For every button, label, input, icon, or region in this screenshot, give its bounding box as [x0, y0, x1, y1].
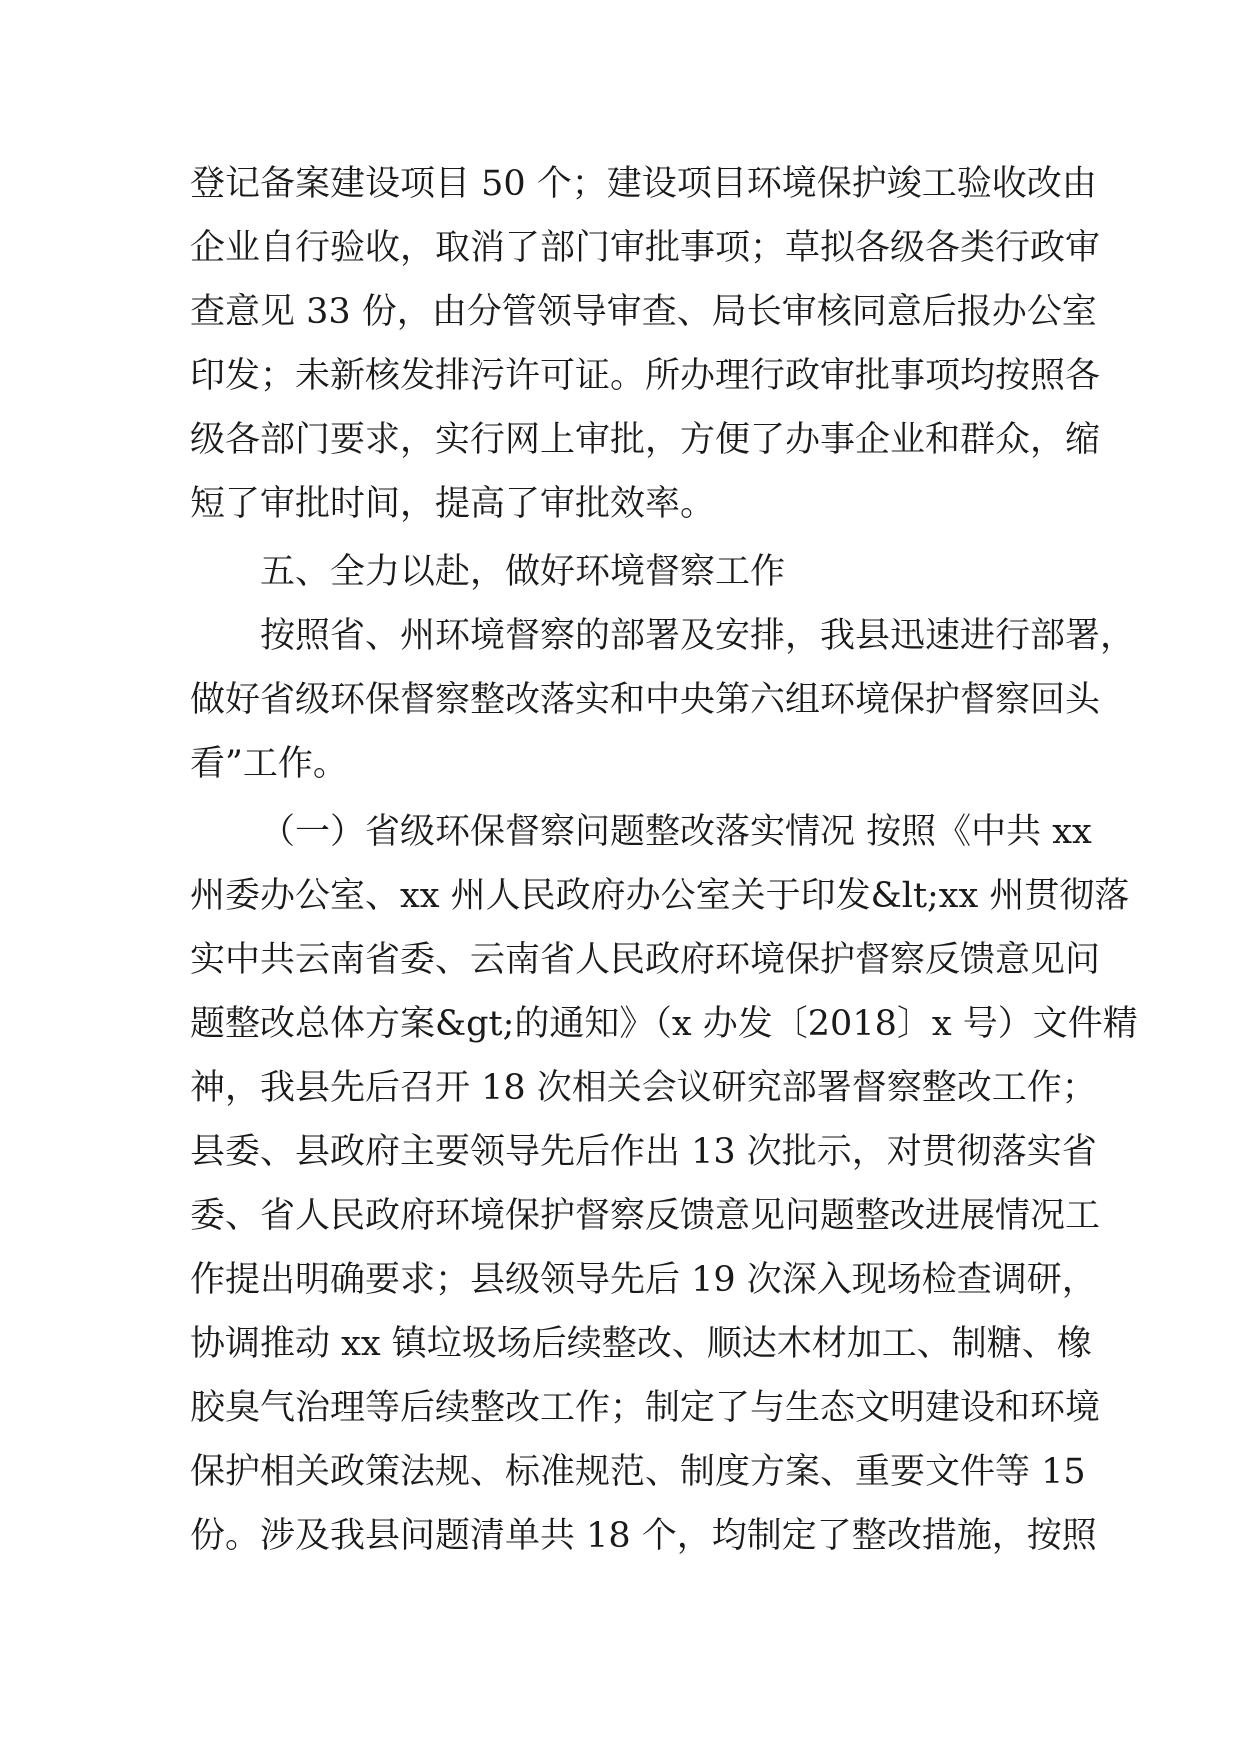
body-text-line: 份。涉及我县问题清单共 18 个，均制定了整改措施，按照	[190, 1516, 1097, 1556]
body-text-line: 看”工作。	[190, 744, 348, 784]
body-text-line: 胶臭气治理等后续整改工作；制定了与生态文明建设和环境	[190, 1388, 1101, 1428]
body-text-line: 短了审批时间，提高了审批效率。	[190, 484, 716, 524]
body-text-line: 委、省人民政府环境保护督察反馈意见问题整改进展情况工	[190, 1196, 1101, 1236]
body-text-line: 州委办公室、xx 州人民政府办公室关于印发&lt;xx 州贯彻落	[190, 876, 1130, 916]
section-heading: 五、全力以赴，做好环境督察工作	[260, 552, 786, 592]
body-text-line: 企业自行验收，取消了部门审批事项；草拟各级各类行政审	[190, 228, 1101, 268]
body-text-line: 实中共云南省委、云南省人民政府环境保护督察反馈意见问	[190, 940, 1101, 980]
body-text-line: 保护相关政策法规、标准规范、制度方案、重要文件等 15	[190, 1452, 1086, 1492]
body-text-line: 神，我县先后召开 18 次相关会议研究部署督察整改工作；	[190, 1068, 1097, 1108]
body-text-line: 协调推动 xx 镇垃圾场后续整改、顺达木材加工、制糖、橡	[190, 1324, 1092, 1364]
body-text-line: 做好省级环保督察整改落实和中央第六组环境保护督察回头	[190, 680, 1101, 720]
body-text-line: 印发；未新核发排污许可证。所办理行政审批事项均按照各	[190, 356, 1101, 396]
body-text-line: 按照省、州环境督察的部署及安排，我县迅速进行部署，	[260, 616, 1136, 656]
body-text-line: 题整改总体方案&gt;的通知》（x 办发〔2018〕x 号）文件精	[190, 1004, 1138, 1044]
subsection-heading: （一）省级环保督察问题整改落实情况 按照《中共 xx	[260, 812, 1092, 852]
body-text-line: 作提出明确要求；县级领导先后 19 次深入现场检查调研，	[190, 1260, 1097, 1300]
body-text-line: 查意见 33 份，由分管领导审查、局长审核同意后报办公室	[190, 292, 1097, 332]
body-text-line: 登记备案建设项目 50 个；建设项目环境保护竣工验收改由	[190, 164, 1097, 204]
body-text-line: 级各部门要求，实行网上审批，方便了办事企业和群众，缩	[190, 420, 1101, 460]
body-text-line: 县委、县政府主要领导先后作出 13 次批示，对贯彻落实省	[190, 1132, 1097, 1172]
